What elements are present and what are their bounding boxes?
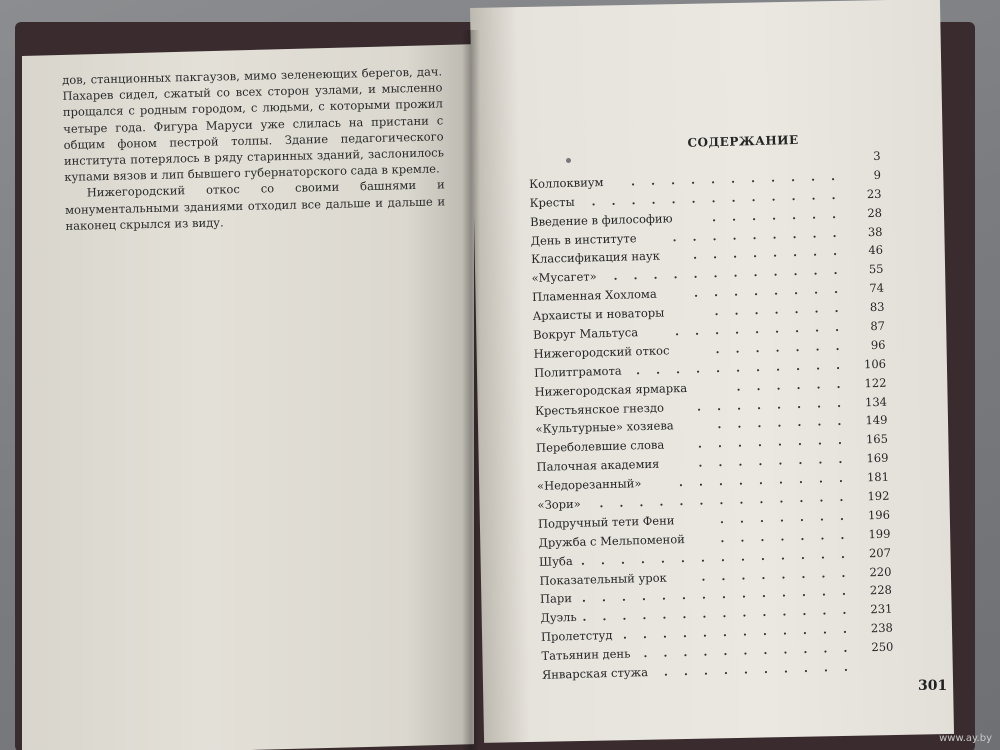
toc-entry-page: 165 [865, 432, 889, 447]
toc-entry-page: 220 [869, 564, 892, 579]
toc-leader-dots: . . . . . . . . . . . [630, 168, 842, 189]
toc-entry-title: «Недорезанный» [536, 476, 642, 494]
toc-entry-page: 9 [873, 167, 882, 182]
toc-entry-title: Дуэль [540, 610, 577, 626]
toc-entry-title: Коллоквиум [528, 174, 604, 191]
toc-entry-page: 238 [870, 620, 894, 636]
toc-entry-page: 28 [867, 205, 883, 220]
toc-entry-page: 231 [870, 601, 893, 617]
toc-entry-title: «Зори» [537, 496, 581, 512]
toc-entry-title: Январская стужа [541, 665, 649, 682]
toc-leader-dots: . . . . . . . . . . . . [613, 263, 844, 284]
toc-entry-title: Классификация наук [530, 249, 661, 267]
toc-leader-dots: . . . . . . . . . . . . . [599, 489, 850, 511]
toc-leader-dots: . . . . . . . [720, 527, 851, 545]
toc-leader-dots: . . . . . . . . [697, 433, 849, 452]
toc-leader-dots: . . . . . . . . . . . . . . [582, 603, 853, 625]
toc-entry-title: «Мусагет» [531, 269, 597, 286]
toc-entry-page: 122 [864, 375, 887, 390]
left-paragraph-1: дов, станционных пакгаузов, мимо зеленеющих берегов, дач. Пахарев сидел, сжатый со всех сторон узлами, и мысленно прощался с родным городом, с людьми, с которыми прожил четыре года. Фигура Маруси уже слилась на пристани с общим фоном пестрой толпы. Здание педагогического института потерялось в ряду старинных зданий, заслонилось купами вязов и лип бывшего губернаторского сада в кремле. [62, 64, 445, 185]
toc-entry-page: 106 [863, 356, 887, 372]
toc-entry-page: 149 [865, 413, 888, 428]
toc-leader-dots: . . . . . . . [711, 206, 843, 224]
toc-entry-title: Дружба с Мельпоменой [538, 531, 686, 550]
toc-leader-dots: . . . . . . . . . [674, 319, 846, 339]
toc-entry-page: 196 [867, 507, 891, 523]
toc-entry-page: 192 [867, 488, 890, 504]
left-paragraph-2: Нижегородский откос со своими башнями и монументальными зданиями отходил все дальше и дальше и наконец скрылся из виду. [64, 177, 446, 233]
toc-entry-page: 38 [867, 224, 883, 239]
toc-leader-dots: . . . . . . . . . . [663, 659, 855, 679]
toc-entry-title: Пари [539, 591, 573, 607]
toc-leader-dots: . . . . . . . . . . . [635, 357, 847, 378]
toc-entry-page: 55 [868, 262, 884, 277]
toc-entry-title: Кресты [529, 194, 575, 210]
toc-entry-page: 3 [873, 148, 881, 163]
table-of-contents [528, 131, 902, 685]
toc-leader-dots: . . . . . . . . . [672, 225, 843, 244]
toc-entry-title: Политграмота [533, 363, 622, 380]
toc-entry-title: Шуба [538, 553, 573, 569]
toc-entry-page [858, 657, 894, 658]
toc-heading: СОДЕРЖАНИЕ [687, 132, 799, 150]
toc-leader-dots: . . . . . . . . . . . . . . [580, 546, 852, 568]
toc-leader-dots: . . . . . . . . . . . . [622, 621, 854, 642]
toc-leader-dots: . . . . . . . [719, 508, 851, 527]
toc-entry-page: 181 [866, 469, 890, 485]
toc-list [528, 147, 902, 685]
toc-leader-dots: . . . . . . . . . . . . . . [581, 584, 853, 606]
toc-entry-page: 23 [866, 186, 882, 201]
toc-entry-title: Вокруг Мальтуса [532, 325, 639, 342]
left-page-text [62, 63, 446, 234]
toc-leader-dots: . . . . . . . [714, 300, 845, 319]
toc-leader-dots: . . . . . . . . [693, 282, 845, 300]
toc-entry-title: День в институте [530, 230, 637, 248]
toc-entry-title: Пламенная Хохлома [531, 286, 657, 305]
toc-entry-page: 46 [868, 243, 884, 258]
toc-leader-dots: . . . . . . . . [696, 395, 848, 414]
toc-entry-page: 134 [864, 394, 888, 409]
toc-entry-page: 87 [870, 318, 886, 334]
toc-entry-page: 199 [868, 526, 891, 542]
toc-entry-page: 207 [868, 545, 892, 560]
toc-entry-page: 74 [869, 280, 885, 296]
toc-entry-title: Нижегородская ярмарка [534, 380, 688, 399]
toc-entry-page: 228 [869, 583, 893, 598]
toc-entry-page: 96 [870, 337, 886, 352]
toc-entry-title: Татьянин день [541, 646, 631, 663]
toc-entry-title: «Культурные» хозяева [535, 418, 674, 437]
toc-leader-dots: . . . . . . . . [692, 244, 844, 263]
toc-entry-page: 83 [869, 299, 885, 315]
toc-leader-dots: . . . . . . . . . . . . . [591, 187, 842, 209]
toc-leader-dots: . . . . . . . . [698, 451, 849, 470]
toc-leader-dots: . . . . . . . . . [678, 470, 850, 490]
toc-entry-title: Подручный тети Фени [537, 513, 675, 531]
toc-entry-title: Пролетстуд [540, 628, 613, 645]
toc-leader-dots: . . . . . . . [717, 414, 848, 432]
book-gutter [462, 30, 480, 750]
toc-entry-title: Крестьянское гнездо [534, 400, 665, 418]
watermark: www.ay.by [939, 733, 992, 744]
toc-entry-title: Показательный урок [539, 570, 667, 588]
toc-entry-title: Нижегородский откос [533, 343, 670, 361]
toc-entry-title: Переболевшие слова [535, 437, 665, 456]
toc-entry-page: 250 [871, 639, 894, 655]
toc-leader-dots: . . . . . . . [715, 338, 846, 357]
toc-entry-page: 169 [866, 450, 889, 466]
toc-entry-title: Палочная академия [536, 456, 660, 475]
page-number: 301 [918, 678, 948, 694]
toc-leader-dots: . . . . . . . . . . . [643, 640, 854, 661]
toc-leader-dots: . . . . . . [736, 376, 847, 394]
toc-entry-title: Введение в философию [529, 210, 673, 229]
toc-leader-dots: . . . . . . . . [701, 565, 852, 584]
toc-entry-title: Архаисты и новаторы [532, 305, 665, 324]
